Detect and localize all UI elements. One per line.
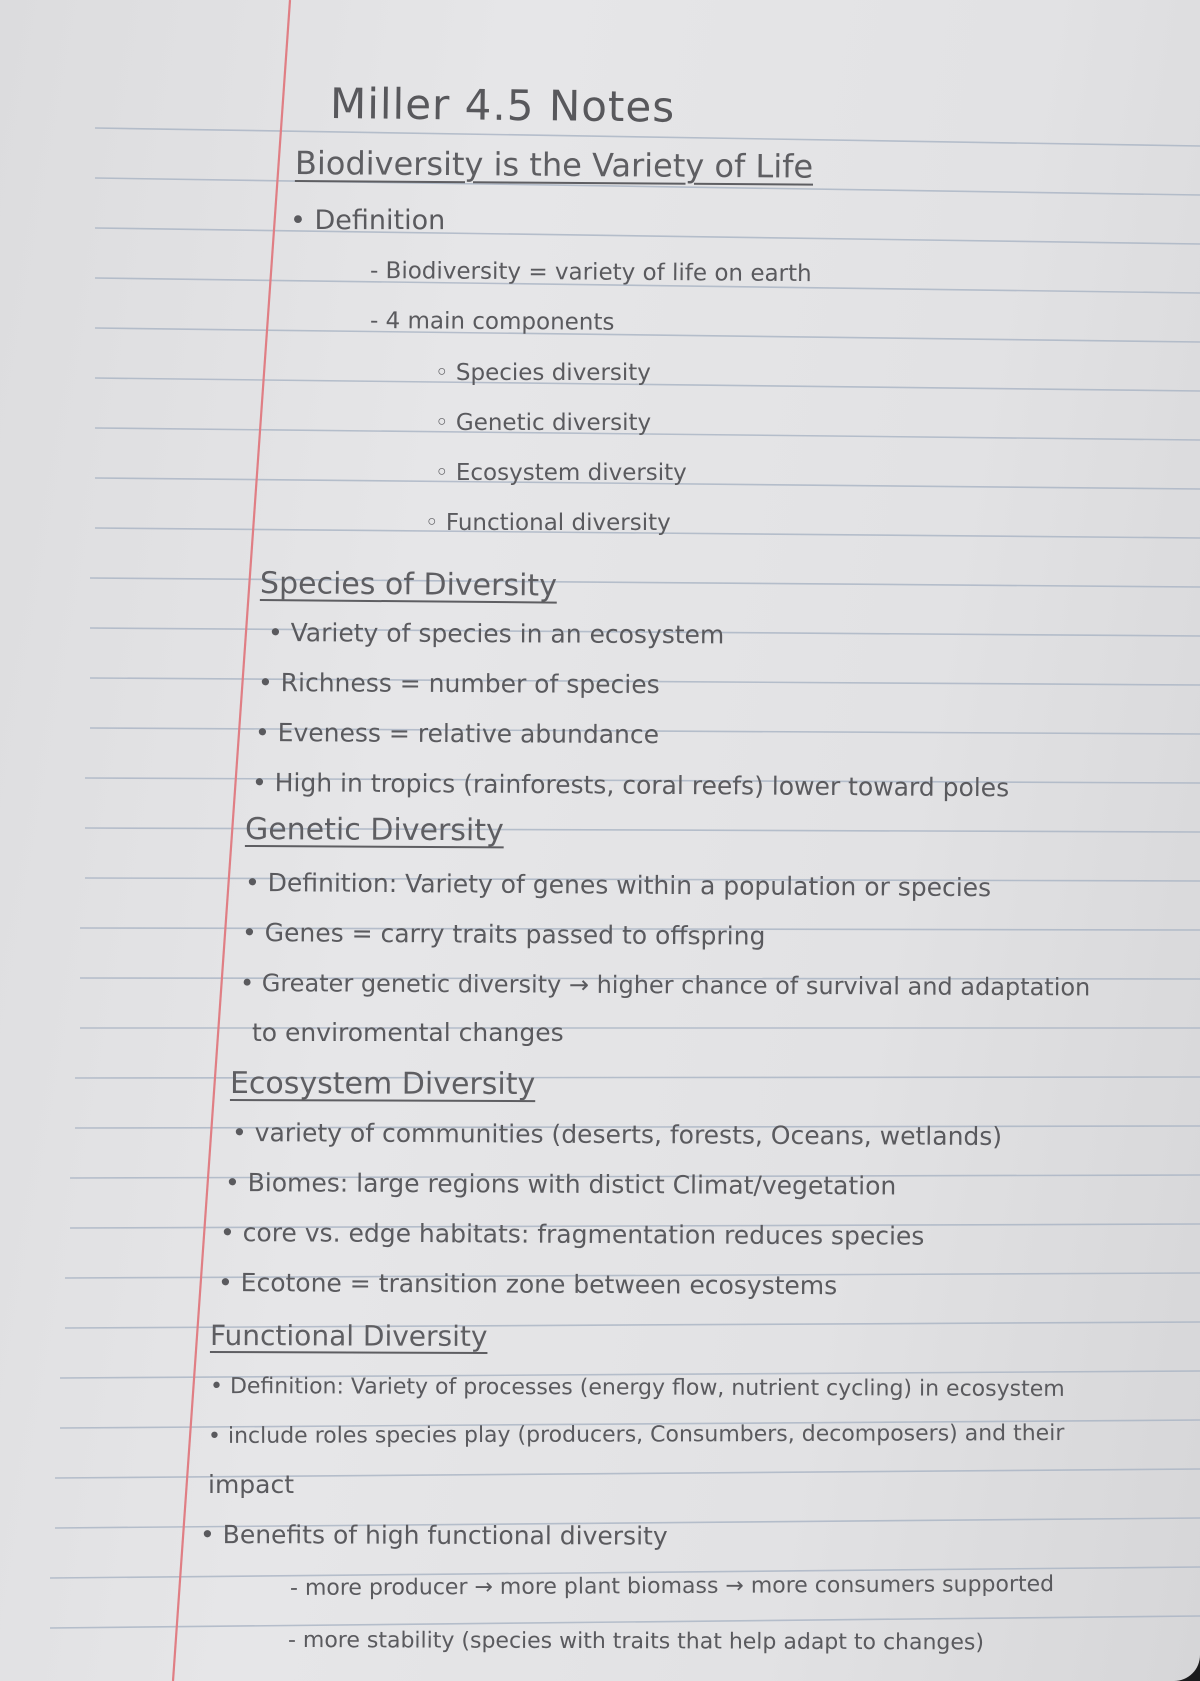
- genetic-bullet-3: • Greater genetic diversity → higher chance of survival and adaptation: [239, 969, 1091, 1002]
- ecosystem-heading: Ecosystem Diversity: [229, 1066, 536, 1103]
- functional-bullet-2-continued: impact: [208, 1470, 295, 1499]
- ecosystem-bullet-3: • core vs. edge habitats: fragmentation reduces species: [219, 1218, 925, 1251]
- components-line: - 4 main components: [369, 308, 615, 336]
- species-bullet-1: • Variety of species in an ecosystem: [267, 618, 725, 650]
- genetic-heading: Genetic Diversity: [244, 812, 504, 849]
- functional-bullet-3: • Benefits of high functional diversity: [199, 1520, 668, 1551]
- functional-bullet-1: • Definition: Variety of processes (energy flow, nutrient cycling) in ecosystem: [209, 1374, 1065, 1402]
- species-heading: Species of Diversity: [259, 566, 558, 604]
- ecosystem-bullet-2: • Biomes: large regions with distict Climat/vegetation: [224, 1168, 897, 1201]
- genetic-bullet-2: • Genes = carry traits passed to offspring: [241, 918, 766, 951]
- species-bullet-3: • Eveness = relative abundance: [254, 718, 660, 750]
- component-species: ◦ Species diversity: [435, 360, 651, 386]
- page-title: Miller 4.5 Notes: [329, 79, 676, 132]
- functional-sub-1: - more producer → more plant biomass → more consumers supported: [289, 1571, 1055, 1601]
- component-genetic: ◦ Genetic diversity: [435, 410, 652, 436]
- genetic-bullet-3-continued: to enviromental changes: [252, 1018, 564, 1047]
- main-heading: Biodiversity is the Variety of Life: [294, 144, 814, 186]
- biodiversity-definition: - Biodiversity = variety of life on earth: [369, 258, 812, 288]
- species-bullet-4: • High in tropics (rainforests, coral reefs) lower toward poles: [251, 768, 1010, 803]
- definition-bullet: • Definition: [290, 205, 446, 236]
- ecosystem-bullet-4: • Ecotone = transition zone between ecosystems: [217, 1268, 838, 1301]
- component-ecosystem: ◦ Ecosystem diversity: [435, 460, 687, 486]
- species-bullet-2: • Richness = number of species: [257, 668, 660, 700]
- genetic-bullet-1: • Definition: Variety of genes within a population or species: [244, 868, 992, 903]
- functional-bullet-2: • include roles species play (producers, Consumbers, decomposers) and their: [207, 1421, 1065, 1449]
- ecosystem-bullet-1: • variety of communities (deserts, forests, Oceans, wetlands): [231, 1118, 1003, 1152]
- component-functional: ◦ Functional diversity: [425, 510, 671, 536]
- functional-heading: Functional Diversity: [209, 1319, 488, 1353]
- functional-sub-2: - more stability (species with traits that help adapt to changes): [287, 1628, 985, 1656]
